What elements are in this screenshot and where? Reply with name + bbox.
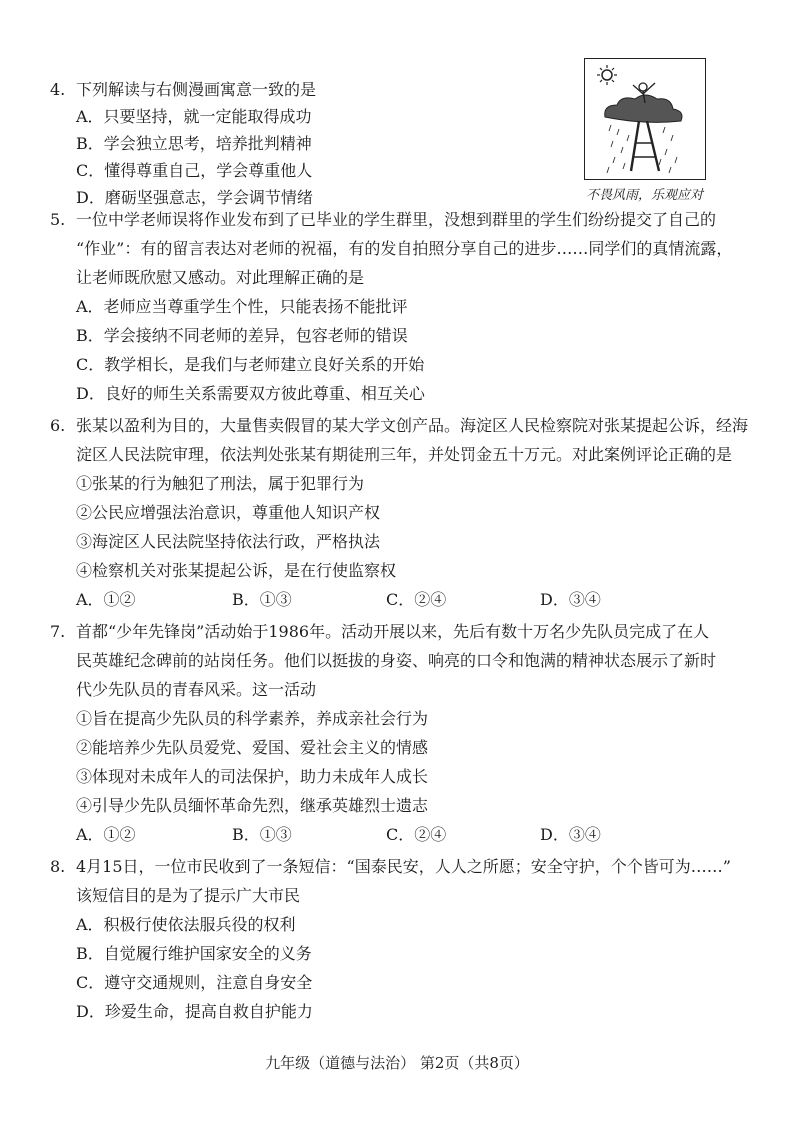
option-a: A．只要坚持，就一定能取得成功	[76, 107, 312, 126]
option-a: A．积极行使依法服兵役的权利	[76, 915, 296, 934]
statement-1: ①旨在提高少先队员的科学素养，养成亲社会行为	[76, 709, 429, 728]
question-stem-line-3: 代少先队员的青春风采。这一活动	[76, 680, 317, 699]
statement-2: ②能培养少先队员爱党、爱国、爱社会主义的情感	[76, 738, 429, 757]
statement-1: ①张某的行为触犯了刑法，属于犯罪行为	[76, 474, 365, 493]
option-b: B．学会接纳不同老师的差异，包容老师的错误	[76, 326, 408, 345]
question-number: 4.	[50, 80, 66, 99]
question-number: 5.	[50, 210, 66, 229]
choice-c: C．②④	[386, 590, 447, 609]
statement-4: ④检察机关对张某提起公诉，是在行使监察权	[76, 561, 397, 580]
option-d: D．珍爱生命，提高自救自护能力	[76, 1002, 313, 1021]
option-a: A．老师应当尊重学生个性，只能表扬不能批评	[76, 297, 408, 316]
question-stem: 下列解读与右侧漫画寓意一致的是	[76, 80, 317, 99]
question-stem-line-2: 该短信目的是为了提示广大市民	[76, 886, 301, 905]
cartoon-image	[584, 58, 706, 180]
question-stem-line-2: “作业”：有的留言表达对老师的祝福，有的发自拍照分享自己的进步……同学们的真情流露，	[76, 239, 733, 258]
choice-c: C．②④	[386, 825, 447, 844]
choice-d: D．③④	[540, 825, 601, 844]
choice-b: B．①③	[232, 590, 292, 609]
option-c: C．遵守交通规则，注意自身安全	[76, 973, 313, 992]
page-footer: 九年级（道德与法治） 第2页（共8页）	[265, 1054, 529, 1072]
choice-b: B．①③	[232, 825, 292, 844]
cartoon-drawing	[585, 59, 705, 179]
question-number: 6.	[50, 416, 66, 435]
question-stem-line-1: 4月15日，一位市民收到了一条短信：“国泰民安，人人之所愿；安全守护，个个皆可为……”	[76, 857, 731, 876]
option-d: D．磨砺坚强意志，学会调节情绪	[76, 188, 313, 207]
cartoon-caption: 不畏风雨，乐观应对	[586, 188, 704, 203]
option-c: C．懂得尊重自己，学会尊重他人	[76, 161, 313, 180]
question-stem-line-1: 张某以盈利为目的，大量售卖假冒的某大学文创产品。海淀区人民检察院对张某提起公诉，经海	[76, 416, 749, 435]
statement-2: ②公民应增强法治意识，尊重他人知识产权	[76, 503, 381, 522]
question-number: 7.	[50, 622, 66, 641]
statement-4: ④引导少先队员缅怀革命先烈，继承英雄烈士遗志	[76, 796, 429, 815]
option-b: B．学会独立思考，培养批判精神	[76, 134, 312, 153]
option-d: D．良好的师生关系需要双方彼此尊重、相互关心	[76, 384, 425, 403]
question-stem-line-1: 首都“少年先锋岗”活动始于1986年。活动开展以来，先后有数十万名少先队员完成了在人	[76, 622, 710, 641]
statement-3: ③体现对未成年人的司法保护，助力未成年人成长	[76, 767, 429, 786]
question-stem-line-2: 淀区人民法院审理，依法判处张某有期徒刑三年，并处罚金五十万元。对此案例评论正确的是	[76, 445, 733, 464]
choice-a: A．①②	[76, 590, 136, 609]
choice-a: A．①②	[76, 825, 136, 844]
question-number: 8.	[50, 857, 66, 876]
choice-d: D．③④	[540, 590, 601, 609]
option-c: C．教学相长，是我们与老师建立良好关系的开始	[76, 355, 425, 374]
option-b: B．自觉履行维护国家安全的义务	[76, 944, 312, 963]
question-stem-line-1: 一位中学老师误将作业发布到了已毕业的学生群里，没想到群里的学生们纷纷提交了自己的	[76, 210, 717, 229]
statement-3: ③海淀区人民法院坚持依法行政，严格执法	[76, 532, 381, 551]
question-stem-line-2: 民英雄纪念碑前的站岗任务。他们以挺拔的身姿、响亮的口令和饱满的精神状态展示了新时	[76, 651, 717, 670]
question-stem-line-3: 让老师既欣慰又感动。对此理解正确的是	[76, 268, 365, 287]
